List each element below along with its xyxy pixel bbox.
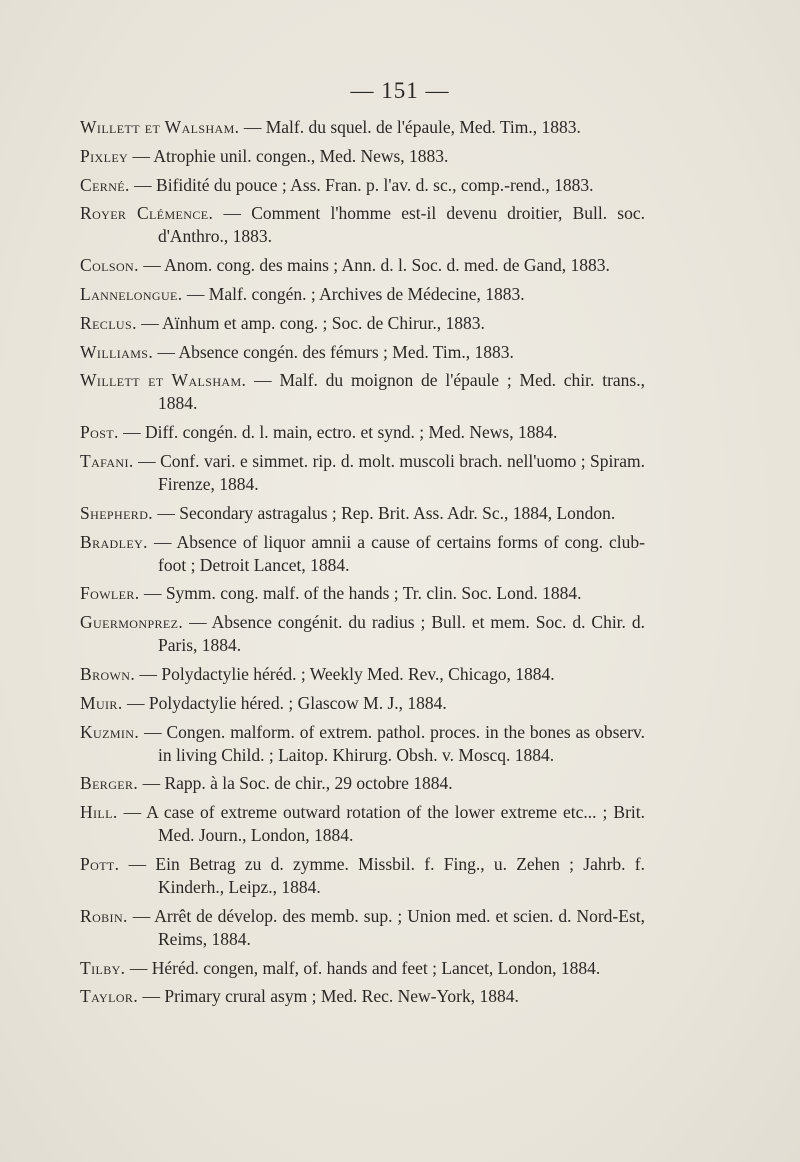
entry-author: Bradley. [80, 531, 148, 552]
entry-author: Pott. [80, 853, 120, 874]
entry-author: Robin. [80, 905, 128, 926]
entry-text: — Rapp. à la Soc. de chir., 29 octobre 1884. [138, 773, 453, 794]
entry-text: — Secondary astragalus ; Rep. Brit. Ass. Adr. Sc., 1884, London. [153, 502, 616, 523]
bibliography-entry [80, 772, 645, 795]
bibliography-entry [80, 853, 645, 899]
entry-author: Reclus. [80, 312, 137, 333]
bibliography-entry [80, 985, 645, 1008]
entry-text: — Atrophie unil. congen., Med. News, 1883. [128, 145, 449, 166]
entry-text: — Primary crural asym ; Med. Rec. New-York, 1884. [138, 986, 519, 1007]
entry-text: — Symm. cong. malf. of the hands ; Tr. clin. Soc. Lond. 1884. [139, 583, 582, 604]
entry-author: Royer Clémence. [80, 203, 214, 224]
entry-author: Williams. [80, 341, 154, 362]
entry-author: Taylor. [80, 986, 139, 1007]
entry-text: — Malf. du squel. de l'épaule, Med. Tim., 1883. [239, 117, 581, 137]
entry-text: — A case of extreme outward rotation of the lower extreme etc... ; Brit. Med. Journ., London, 1884. [117, 802, 645, 846]
entry-author: Kuzmin. [80, 721, 140, 742]
entry-author: Guermonprez. [80, 612, 184, 633]
bibliography-entry [80, 502, 645, 525]
entry-author: Tilby. [80, 957, 126, 978]
bibliography-entry [80, 450, 645, 496]
entry-text: — Malf. du moignon de l'épaule ; Med. chir. trans., 1884. [158, 370, 645, 414]
entry-text: — Comment l'homme est-il devenu droitier, Bull. soc. d'Anthro., 1883. [158, 203, 646, 247]
entry-author: Post. [80, 422, 119, 443]
entry-text: — Congen. malform. of extrem. pathol. proces. in the bones as observ. in living Child. ; Laitop. Khirurg. Obsh. v. Moscq. 1884. [139, 721, 645, 765]
entry-author: Willett et Walsham. [80, 370, 247, 391]
bibliography-entry [80, 531, 645, 577]
bibliography-entry [80, 369, 645, 415]
entry-author: Willett et Walsham. [80, 117, 240, 137]
entry-text: — Bifidité du pouce ; Ass. Fran. p. l'av. d. sc., comp.-rend., 1883. [129, 174, 594, 195]
bibliography-entry [80, 611, 645, 657]
entry-author: Cerné. [80, 174, 130, 195]
entry-text: — Diff. congén. d. l. main, ectro. et synd. ; Med. News, 1884. [118, 422, 558, 443]
bibliography-entry [80, 174, 645, 197]
entry-text: — Polydactylie héred. ; Glascow M. J., 1884. [122, 692, 447, 713]
bibliography-entry [80, 254, 645, 277]
entry-author: Tafani. [80, 450, 134, 471]
bibliography-entry [80, 283, 645, 306]
entry-text: — Absence of liquor amnii a cause of certains forms of cong. club-foot ; Detroit Lancet, 1884. [147, 531, 645, 575]
bibliography-entry [80, 116, 645, 139]
entry-text: — Malf. congén. ; Archives de Médecine, 1883. [182, 283, 525, 304]
entry-author: Hill. [80, 802, 118, 823]
entry-author: Berger. [80, 773, 139, 794]
bibliography-entry [80, 145, 645, 168]
bibliography-list [80, 116, 645, 1014]
bibliography-entry [80, 341, 645, 364]
entry-text: — Polydactylie héréd. ; Weekly Med. Rev., Chicago, 1884. [135, 663, 555, 684]
bibliography-entry [80, 312, 645, 335]
entry-author: Shepherd. [80, 502, 154, 523]
bibliography-entry [80, 905, 645, 951]
bibliography-entry [80, 721, 645, 767]
bibliography-entry [80, 202, 645, 248]
entry-author: Muir. [80, 692, 123, 713]
bibliography-entry [80, 801, 645, 847]
entry-text: — Absence congén. des fémurs ; Med. Tim., 1883. [153, 341, 514, 362]
bibliography-entry [80, 582, 645, 605]
bibliography-entry [80, 957, 645, 980]
entry-text: — Conf. vari. e simmet. rip. d. molt. muscoli brach. nell'uomo ; Spiram. Firenze, 1884. [133, 450, 645, 494]
bibliography-entry [80, 663, 645, 686]
entry-text: — Absence congénit. du radius ; Bull. et mem. Soc. d. Chir. d. Paris, 1884. [158, 612, 645, 656]
entry-text: — Ein Betrag zu d. zymme. Missbil. f. Fing., u. Zehen ; Jahrb. f. Kinderh., Leipz., 1884. [119, 853, 645, 897]
entry-author: Colson. [80, 255, 139, 276]
entry-text: — Anom. cong. des mains ; Ann. d. l. Soc. d. med. de Gand, 1883. [138, 255, 610, 276]
page-number: — 151 — [350, 78, 450, 103]
bibliography-entry [80, 421, 645, 444]
bibliography-entry [80, 692, 645, 715]
entry-text: — Héréd. congen, malf, of. hands and feet ; Lancet, London, 1884. [125, 957, 601, 978]
entry-text: — Aïnhum et amp. cong. ; Soc. de Chirur., 1883. [136, 312, 485, 333]
entry-author: Brown. [80, 663, 136, 684]
entry-text: — Arrêt de dévelop. des memb. sup. ; Union med. et scien. d. Nord-Est, Reims, 1884. [127, 905, 645, 949]
entry-author: Fowler. [80, 583, 140, 604]
entry-author: Pixley [80, 145, 129, 166]
entry-author: Lannelongue. [80, 283, 183, 304]
